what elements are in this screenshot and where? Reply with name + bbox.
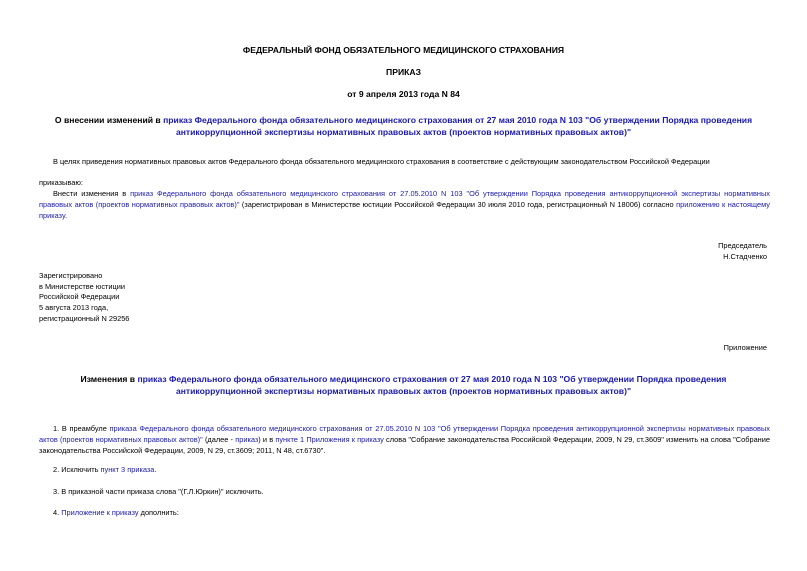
- preamble-text: В целях приведения нормативных правовых актов Федерального фонда обязательного медицинского страхования в соответствие с действующим законодательством Российской Федерации: [53, 157, 710, 166]
- registration-line: в Министерстве юстиции: [39, 281, 126, 291]
- registration-line: Российской Федерации: [39, 292, 120, 302]
- item2-clause-link[interactable]: пункт 3 приказа: [100, 465, 155, 474]
- item4-text-2: дополнить:: [138, 508, 179, 517]
- title-prefix: О внесении изменений в: [54, 115, 164, 125]
- signature-block: [567, 240, 767, 262]
- title-order-link[interactable]: приказ Федерального фонда обязательного медицинского страхования от 27 мая 2010 года N 103 "Об утверждении Порядка проведения антикоррупционной экспертизы нормативных правовых актов (проектов нормативных правовых актов)": [163, 115, 753, 137]
- order-appendix-link[interactable]: приложению к настоящему приказу: [39, 200, 770, 221]
- appendix-item-3: 3. В приказной части приказа слова "(Г.Л.Юркин)" исключить.: [53, 487, 264, 496]
- registration-line: Зарегистрировано: [39, 271, 103, 280]
- item2-text-2: .: [154, 465, 157, 474]
- registration-block: [39, 271, 129, 325]
- appendix-item-2: [53, 464, 156, 475]
- document-date-heading: от 9 апреля 2013 года N 84: [347, 89, 460, 99]
- document-title: [40, 115, 767, 138]
- item1-order-short-link[interactable]: приказ: [235, 435, 259, 445]
- item1-text-3: ) и в: [258, 435, 276, 445]
- appendix-label: Приложение: [723, 343, 767, 352]
- item4-text-1: 4.: [53, 508, 62, 517]
- appendix-title: [40, 374, 767, 397]
- item1-clause-link[interactable]: пункте 1 Приложения к приказу: [275, 435, 384, 445]
- order-text-2: (зарегистрирован в Министерстве юстиции Российской Федерации 30 июля 2010 года, регистрационный N 18006) согласно: [239, 200, 677, 210]
- document-type-heading: ПРИКАЗ: [386, 67, 421, 77]
- registration-line: регистрационный N 29256: [39, 313, 130, 323]
- appendix-item-1: [39, 423, 770, 456]
- item4-appendix-link[interactable]: Приложение к приказу: [61, 508, 139, 517]
- item1-text-1: 1. В преамбуле: [53, 424, 110, 433]
- appendix-title-link[interactable]: приказ Федерального фонда обязательного медицинского страхования от 27 мая 2010 года N 103 "Об утверждении Порядка проведения антикоррупционной экспертизы нормативных правовых актов (проектов нормативных правовых актов)": [137, 374, 727, 396]
- appendix-item-4: [53, 507, 179, 518]
- registration-line: 5 августа 2013 года,: [39, 303, 109, 313]
- signature-name: Н.Стадченко: [723, 252, 767, 262]
- order-text-3: .: [64, 211, 67, 221]
- order-word: приказываю:: [39, 178, 83, 187]
- order-amended-link[interactable]: приказ Федерального фонда обязательного медицинского страхования от 27.05.2010 N 103 "Об утверждении Порядка проведения антикоррупционной экспертизы нормативных правовых актов (проектов нормативных правовых актов)": [39, 189, 771, 210]
- organization-heading: ФЕДЕРАЛЬНЫЙ ФОНД ОБЯЗАТЕЛЬНОГО МЕДИЦИНСКОГО СТРАХОВАНИЯ: [242, 45, 565, 55]
- item1-order-link[interactable]: приказа Федерального фонда обязательного медицинского страхования от 27.05.2010 N 103 "Об утверждении Порядка проведения антикоррупционной экспертизы нормативных правовых актов (проектов нормативных правовых актов)": [39, 424, 770, 445]
- order-text-1: Внести изменения в: [53, 189, 131, 198]
- signature-position: Председатель: [718, 241, 767, 250]
- appendix-title-prefix: Изменения в: [80, 374, 138, 384]
- item2-text-1: 2. Исключить: [53, 465, 101, 474]
- item1-text-2: (далее -: [202, 435, 236, 445]
- item1-text-4: слова "Собрание законодательства Российской Федерации, 2009, N 29, ст.3609" изменить на слова "Собрание законодательства Российской Федерации, 2009, N 29, ст.3609; 2011, N 48, ст.6730".: [39, 435, 770, 456]
- order-paragraph: [39, 188, 770, 221]
